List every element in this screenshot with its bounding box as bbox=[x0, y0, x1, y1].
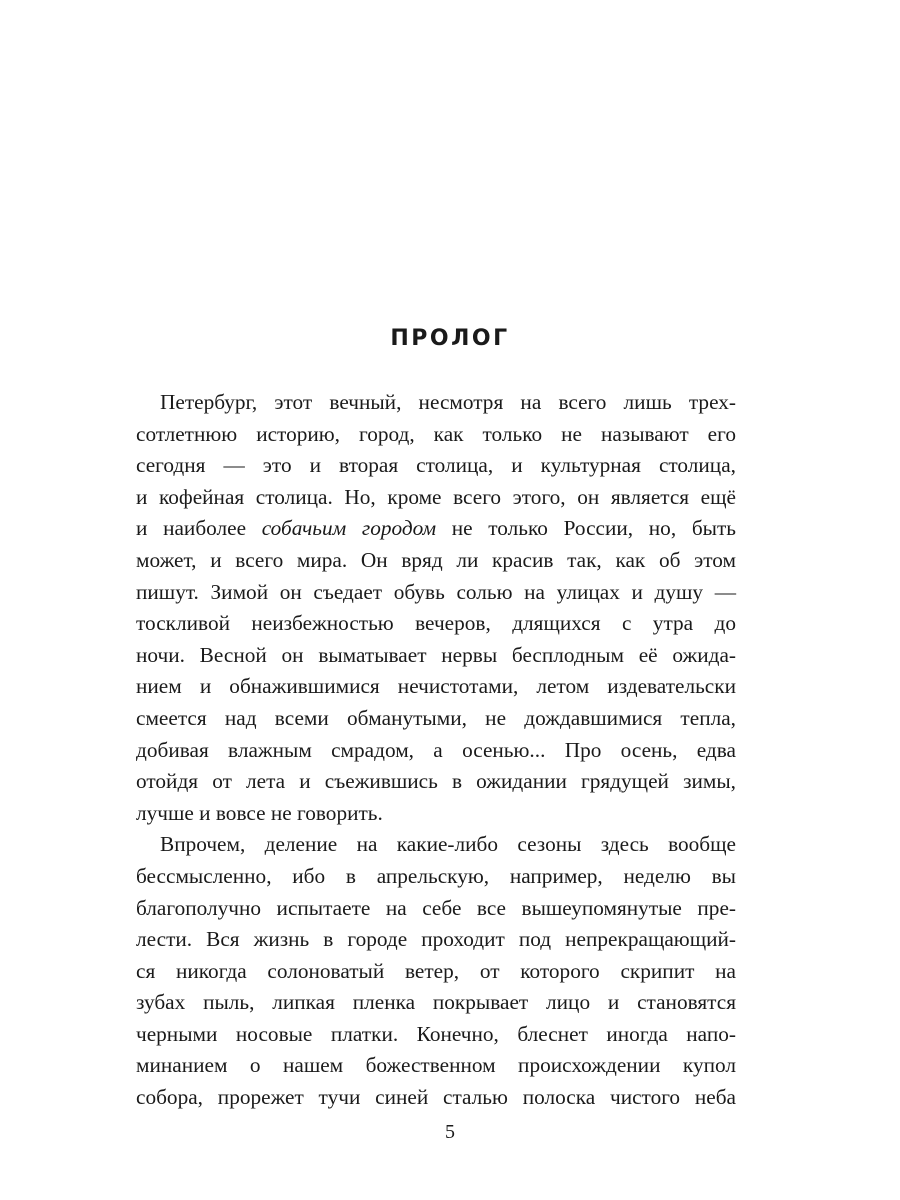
text-line: может, и всего мира. Он вряд ли красив так, как об этом bbox=[136, 547, 736, 572]
text-line-with-emphasis bbox=[136, 513, 736, 545]
text-line: смеется над всеми обманутыми, не дождавшимися тепла, bbox=[136, 705, 736, 730]
chapter-title: ПРОЛОГ bbox=[390, 326, 510, 351]
text-line: пишут. Зимой он съедает обувь солью на улицах и душу — bbox=[136, 579, 736, 604]
text-line: благополучно испытаете на себе все вышеупомянутые пре- bbox=[136, 895, 736, 920]
emphasis-phrase: собачьим городом bbox=[261, 516, 437, 541]
text-line: ночи. Весной он выматывает нервы бесплодным её ожида- bbox=[136, 642, 736, 667]
text-line: черными носовые платки. Конечно, блеснет иногда напо- bbox=[136, 1021, 736, 1046]
text-fragment: и наиболее bbox=[136, 516, 262, 541]
text-line: добивая влажным смрадом, а осенью... Про осень, едва bbox=[136, 737, 736, 762]
text-line: сегодня — это и вторая столица, и культурная столица, bbox=[136, 453, 736, 478]
text-line: лести. Вся жизнь в городе проходит под непрекращающий- bbox=[136, 927, 736, 952]
page-number: 5 bbox=[445, 1121, 455, 1143]
text-line: отойдя от лета и съежившись в ожидании грядущей зимы, bbox=[136, 769, 736, 794]
text-line: Впрочем, деление на какие-либо сезоны здесь вообще bbox=[160, 832, 736, 857]
text-line: лучше и вовсе не говорить. bbox=[136, 800, 383, 825]
text-line: Петербург, этот вечный, несмотря на всего лишь трех- bbox=[160, 390, 736, 414]
text-line: ся никогда солоноватый ветер, от которого скрипит на bbox=[136, 958, 736, 983]
text-line: зубах пыль, липкая пленка покрывает лицо и становятся bbox=[136, 990, 736, 1015]
text-line: и кофейная столица. Но, кроме всего этого, он является ещё bbox=[136, 484, 736, 509]
text-line: сотлетнюю историю, город, как только не называют его bbox=[136, 421, 736, 446]
body-text bbox=[136, 387, 736, 1114]
text-line: минанием о нашем божественном происхождении купол bbox=[136, 1053, 736, 1078]
text-line: бессмысленно, ибо в апрельскую, например, неделю вы bbox=[136, 863, 736, 888]
text-line: тоскливой неизбежностью вечеров, длящихся с утра до bbox=[136, 611, 736, 636]
text-fragment: не только России, но, быть bbox=[436, 516, 736, 541]
text-line: собора, прорежет тучи синей сталью полоска чистого неба bbox=[136, 1085, 736, 1110]
text-line: нием и обнажившимися нечистотами, летом издевательски bbox=[136, 674, 736, 699]
